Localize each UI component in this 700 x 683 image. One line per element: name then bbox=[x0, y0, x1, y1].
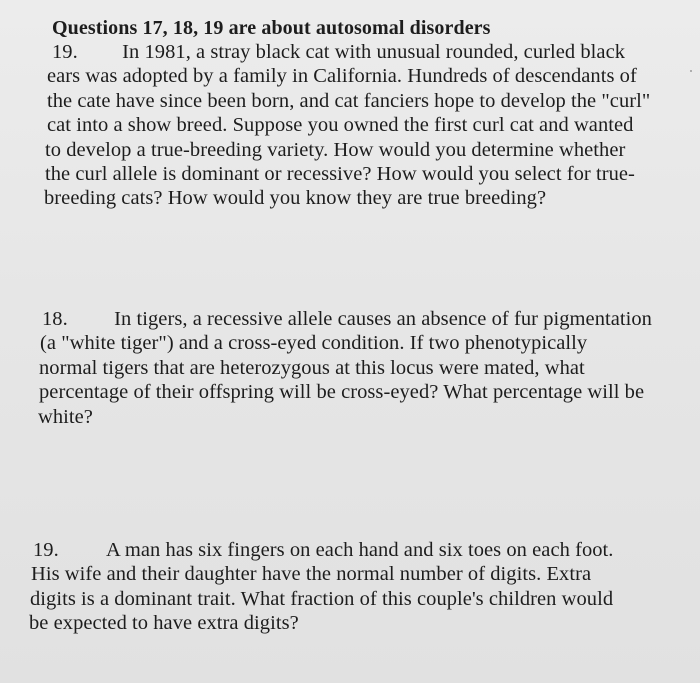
question-number: 19. bbox=[52, 41, 78, 63]
question-line: to develop a true-breeding variety. How would you determine whether bbox=[45, 139, 626, 161]
question-text: In 1981, a stray black cat with unusual rounded, curled black bbox=[122, 41, 626, 63]
document-heading: Questions 17, 18, 19 are about autosomal disorders bbox=[52, 17, 491, 39]
question-line: His wife and their daughter have the normal number of digits. Extra bbox=[31, 563, 592, 585]
question-text: In tigers, a recessive allele causes an absence of fur pigmentation bbox=[114, 308, 652, 330]
question-line: breeding cats? How would you know they are true breeding? bbox=[44, 187, 547, 209]
question-number: 19. bbox=[33, 539, 59, 561]
paper-speck bbox=[690, 70, 692, 72]
question-line: be expected to have extra digits? bbox=[29, 612, 299, 634]
question-line: percentage of their offspring will be cross-eyed? What percentage will be bbox=[39, 381, 645, 403]
question-line: ears was adopted by a family in California. Hundreds of descendants of bbox=[47, 65, 637, 87]
question-first-line bbox=[52, 40, 625, 64]
question-line: normal tigers that are heterozygous at this locus were mated, what bbox=[39, 357, 585, 379]
question-line: white? bbox=[38, 406, 93, 428]
question-line: digits is a dominant trait. What fraction of this couple's children would bbox=[30, 588, 614, 610]
question-line: cat into a show breed. Suppose you owned the first curl cat and wanted bbox=[47, 114, 634, 136]
question-line: the curl allele is dominant or recessive? How would you select for true- bbox=[45, 163, 635, 185]
question-line: (a "white tiger") and a cross-eyed condition. If two phenotypically bbox=[40, 332, 588, 354]
question-first-line bbox=[33, 538, 613, 562]
question-line: the cate have since been born, and cat fanciers hope to develop the "curl" bbox=[47, 90, 651, 112]
question-text: A man has six fingers on each hand and six toes on each foot. bbox=[106, 539, 614, 561]
question-number: 18. bbox=[42, 308, 68, 330]
question-first-line bbox=[42, 307, 652, 331]
